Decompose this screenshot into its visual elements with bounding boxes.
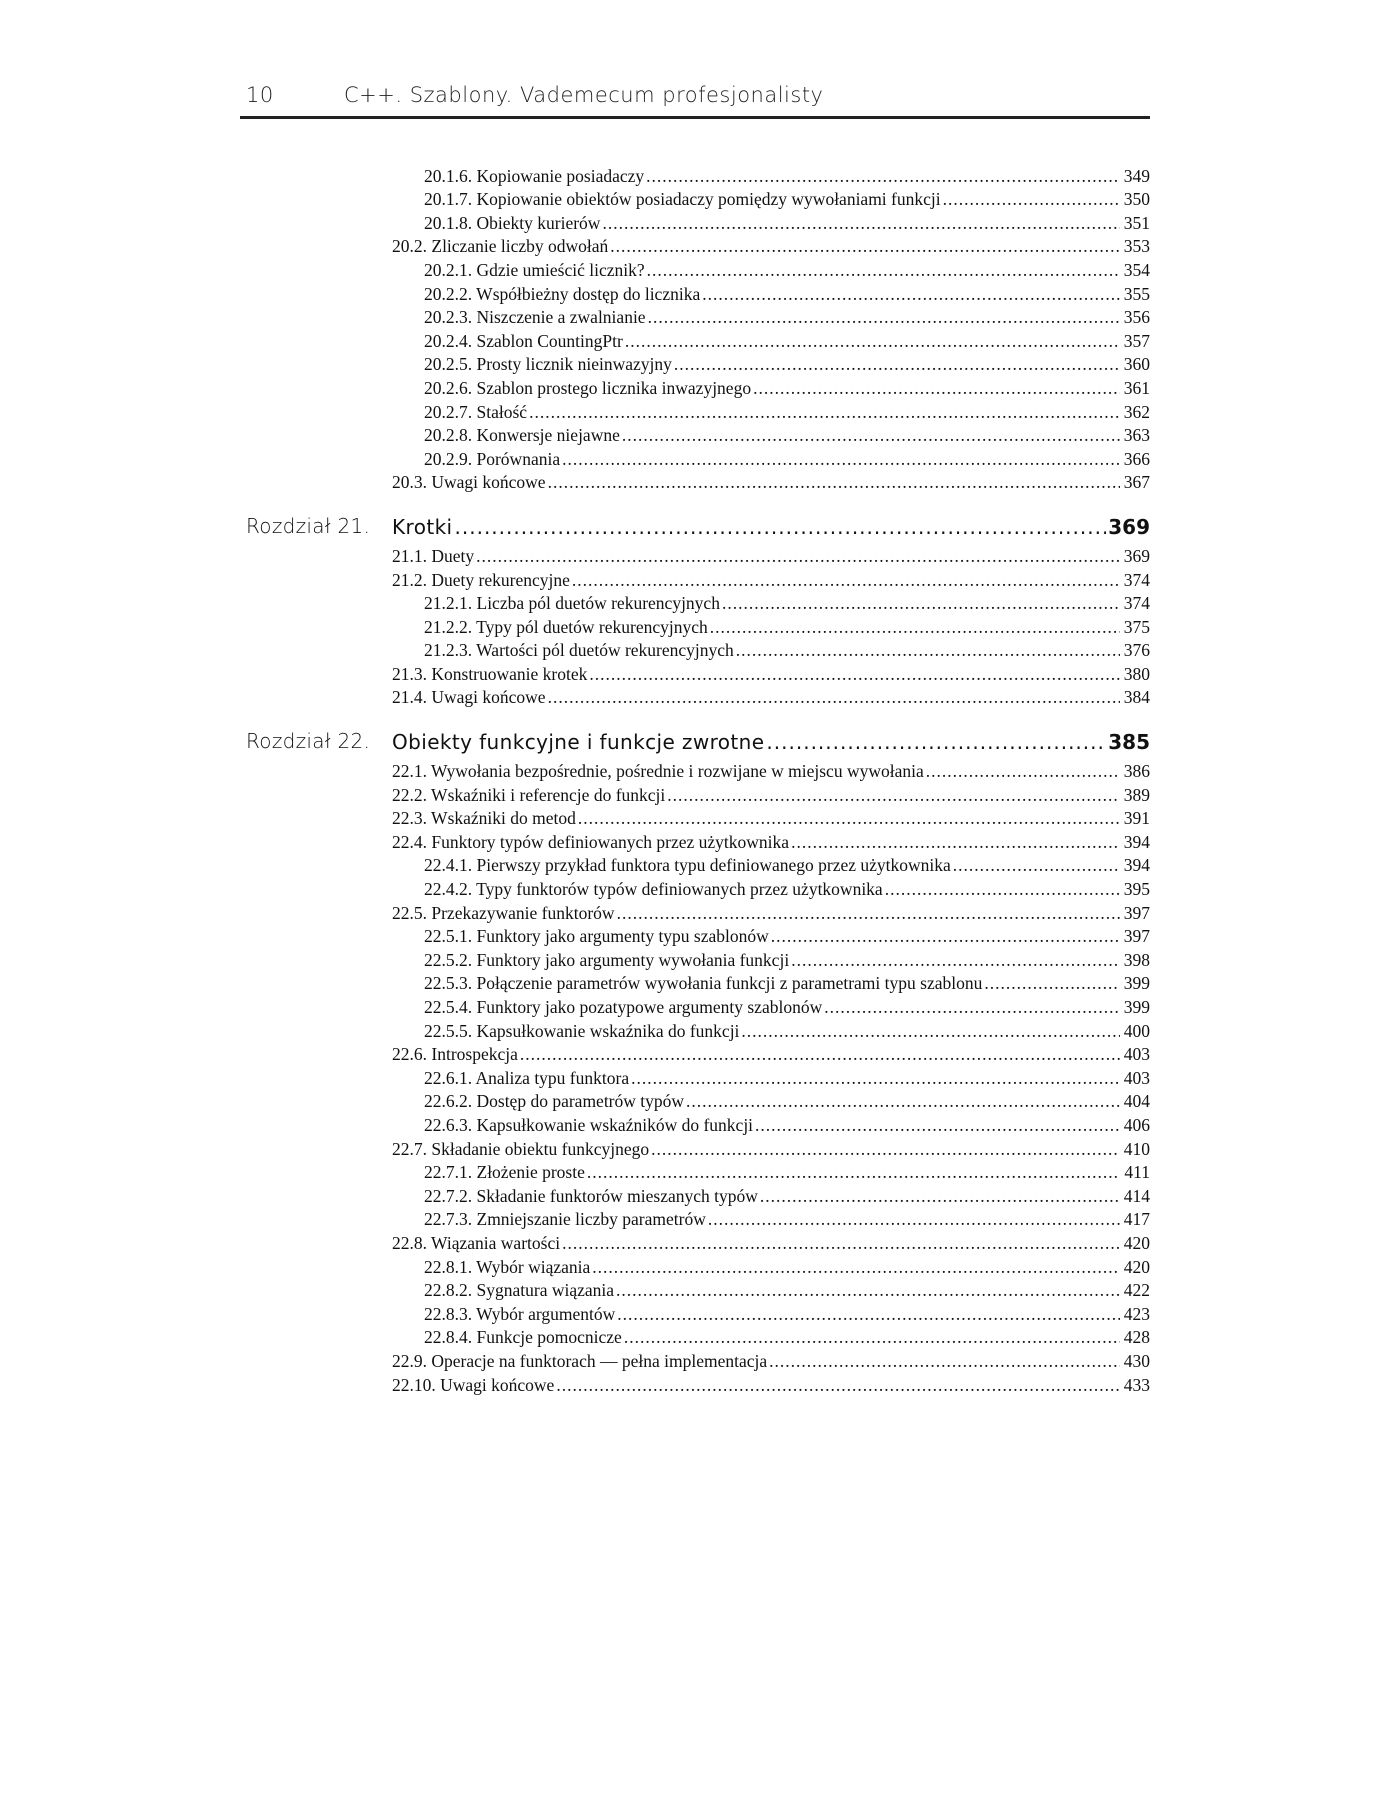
toc-entry-title: 21.2.2. Typy pól duetów rekurencyjnych [424,616,708,637]
page-header [240,80,1150,119]
toc-entry-page: 399 [1123,973,1150,994]
toc-entry-page: 374 [1123,593,1150,614]
toc-subsection-row [240,1324,1150,1348]
dot-leader [624,1327,1120,1347]
toc-subsection-row [240,637,1150,661]
toc-entry-title: 20.3. Uwagi końcowe [392,472,546,493]
toc-section-row [240,1347,1150,1371]
toc-entry-page: 410 [1123,1138,1150,1159]
dot-leader [984,973,1119,993]
dot-leader [710,617,1120,637]
toc-entry-title: 22.5.2. Funktory jako argumenty wywołania funkcji [424,949,790,970]
toc-subsection-row [240,256,1150,280]
toc-entry-title: 22.8. Wiązania wartości [392,1232,561,1253]
toc-subsection-row [240,613,1150,637]
dot-leader [741,1021,1119,1041]
toc-entry-page: 400 [1123,1020,1150,1041]
toc-subsection-row [240,398,1150,422]
dot-leader [520,1044,1120,1064]
toc-entry-page: 397 [1123,902,1150,923]
toc-entry-title: 20.2.3. Niszczenie a zwalnianie [424,307,646,328]
dot-leader [674,354,1120,374]
toc-section-row [240,1041,1150,1065]
dot-leader [578,808,1120,828]
dot-leader [625,331,1120,351]
chapter-heading [240,506,1150,542]
toc-entry-title: 20.2.8. Konwersje niejawne [424,425,620,446]
dot-leader [769,1351,1120,1371]
dot-leader [926,761,1120,781]
dot-leader [953,855,1120,875]
toc-entry-page: 351 [1123,212,1150,233]
chapter-label: Rozdział 21. [246,514,371,539]
dot-leader [771,926,1120,946]
toc-entry-title: 20.2. Zliczanie liczby odwołań [392,236,609,257]
dot-leader [667,785,1119,805]
dot-leader [753,378,1120,398]
toc-subsection-row [240,875,1150,899]
toc-chapter [240,506,1150,707]
toc-entry-page: 394 [1123,831,1150,852]
dot-leader [562,449,1120,469]
dot-leader [592,1257,1119,1277]
toc-entry-page: 360 [1123,354,1150,375]
toc-entry-page: 386 [1123,761,1150,782]
toc-entry-title: 22.1. Wywołania bezpośrednie, pośrednie i rozwijane w miejscu wywołania [392,761,924,782]
toc-subsection-row [240,1206,1150,1230]
dot-leader [943,189,1120,209]
dot-leader [791,832,1120,852]
dot-leader [755,1115,1120,1135]
toc-entry-page: 354 [1123,259,1150,280]
toc-entry-title: 21.4. Uwagi końcowe [392,687,546,708]
toc-entry-title: 22.6.1. Analiza typu funktora [424,1067,630,1088]
toc-section-row [240,1371,1150,1395]
toc-entry-page: 394 [1123,855,1150,876]
toc-entry-title: 21.2. Duety rekurencyjne [392,569,570,590]
toc-entry-page: 428 [1123,1327,1150,1348]
toc-entry-page: 403 [1123,1067,1150,1088]
toc-subsection-row [240,162,1150,186]
toc-subsection-row [240,445,1150,469]
toc-entry-title: 22.6. Introspekcja [392,1044,518,1065]
running-title: C++. Szablony. Vademecum profesjonalisty [344,83,824,107]
dot-leader [548,687,1120,707]
toc-entry-title: 22.7. Składanie obiektu funkcyjnego [392,1138,650,1159]
toc-subsection-row [240,1253,1150,1277]
toc-subsection-row [240,422,1150,446]
toc-entry-page: 356 [1123,307,1150,328]
toc-section-row [240,233,1150,257]
toc-entry-page: 369 [1123,545,1150,566]
toc-entry-title: 20.2.4. Szablon CountingPtr [424,330,623,351]
toc-entry-page: 367 [1123,472,1150,493]
toc-entry-title: 21.1. Duety [392,545,475,566]
toc-entry-title: 22.7.2. Składanie funktorów mieszanych typów [424,1185,758,1206]
toc-section-row [240,781,1150,805]
dot-leader [766,730,1106,754]
dot-leader [610,236,1120,256]
toc-entry-title: 22.8.3. Wybór argumentów [424,1303,616,1324]
toc-subsection-row [240,1088,1150,1112]
toc-entry-title: 20.2.6. Szablon prostego licznika inwazyjnego [424,377,752,398]
dot-leader [648,307,1120,327]
toc-subsection-row [240,852,1150,876]
toc-subsection-row [240,1111,1150,1135]
dot-leader [885,879,1120,899]
dot-leader [572,570,1120,590]
toc-entry-title: 22.4.2. Typy funktorów typów definiowanych przez użytkownika [424,879,883,900]
chapter-title: Krotki [392,515,453,540]
toc-section-row [240,1229,1150,1253]
toc-subsection-row [240,186,1150,210]
toc-subsection-row [240,590,1150,614]
dot-leader [686,1091,1120,1111]
dot-leader [617,903,1120,923]
toc-entry-page: 395 [1123,879,1150,900]
toc-entry-title: 22.8.4. Funkcje pomocnicze [424,1327,622,1348]
toc-subsection-row [240,1277,1150,1301]
toc-entry-title: 22.2. Wskaźniki i referencje do funkcji [392,784,666,805]
toc-subsection-row [240,946,1150,970]
toc-entry-page: 423 [1123,1303,1150,1324]
toc-entry-page: 422 [1123,1280,1150,1301]
toc-entry-title: 20.2.2. Współbieżny dostęp do licznika [424,283,701,304]
dot-leader [602,213,1119,233]
toc-subsection-row [240,209,1150,233]
toc-subsection-row [240,351,1150,375]
toc-entry-page: 404 [1123,1091,1150,1112]
dot-leader [617,1304,1119,1324]
chapter-heading [240,721,1150,757]
toc-entry-title: 22.8.1. Wybór wiązania [424,1256,591,1277]
dot-leader [455,515,1107,539]
toc-subsection-row [240,1182,1150,1206]
toc-chapter [240,162,1150,492]
toc-entry-page: 361 [1123,377,1150,398]
toc-entry-title: 20.2.1. Gdzie umieścić licznik? [424,259,645,280]
chapter-page-number: 385 [1108,730,1150,755]
dot-leader [760,1186,1120,1206]
toc-section-row [240,684,1150,708]
dot-leader [736,640,1120,660]
toc-entry-title: 20.2.9. Porównania [424,448,561,469]
toc-entry-title: 20.1.8. Obiekty kurierów [424,212,601,233]
dot-leader [529,402,1120,422]
toc-entry-page: 389 [1123,784,1150,805]
toc-subsection-row [240,374,1150,398]
toc-entry-page: 374 [1123,569,1150,590]
toc-chapter [240,721,1150,1394]
toc-entry-page: 357 [1123,330,1150,351]
toc-entry-title: 21.2.1. Liczba pól duetów rekurencyjnych [424,593,720,614]
toc-entry-page: 376 [1123,640,1150,661]
toc-entry-title: 22.7.1. Złożenie proste [424,1162,585,1183]
toc-entry-page: 397 [1123,926,1150,947]
toc-subsection-row [240,304,1150,328]
toc-section-row [240,805,1150,829]
toc-subsection-row [240,970,1150,994]
toc-entry-page: 411 [1124,1162,1150,1183]
toc-entry-title: 22.5.3. Połączenie parametrów wywołania funkcji z parametrami typu szablonu [424,973,983,994]
dot-leader [646,166,1120,186]
dot-leader [562,1233,1120,1253]
toc-entry-page: 353 [1123,236,1150,257]
toc-section-row [240,899,1150,923]
toc-section-row [240,828,1150,852]
dot-leader [824,997,1120,1017]
dot-leader [548,472,1120,492]
toc-entry-page: 414 [1123,1185,1150,1206]
toc-section-row [240,757,1150,781]
toc-section-row [240,469,1150,493]
toc-subsection-row [240,993,1150,1017]
toc-entry-page: 391 [1123,808,1150,829]
toc-entry-page: 384 [1123,687,1150,708]
toc-entry-title: 22.10. Uwagi końcowe [392,1374,555,1395]
toc-entry-title: 20.1.7. Kopiowanie obiektów posiadaczy pomiędzy wywołaniami funkcji [424,189,941,210]
toc-entry-page: 430 [1123,1350,1150,1371]
toc-entry-page: 403 [1123,1044,1150,1065]
toc-entry-title: 22.5.4. Funktory jako pozatypowe argumenty szablonów [424,997,823,1017]
toc-entry-page: 380 [1123,663,1150,684]
toc-entry-page: 349 [1123,165,1150,186]
dot-leader [589,664,1119,684]
toc-entry-page: 355 [1123,283,1150,304]
dot-leader [587,1162,1121,1182]
toc-section-row [240,566,1150,590]
toc-subsection-row [240,923,1150,947]
toc-entry-title: 21.2.3. Wartości pól duetów rekurencyjnych [424,640,734,661]
dot-leader [631,1068,1120,1088]
dot-leader [722,593,1120,613]
toc-entry-page: 363 [1123,425,1150,446]
toc-entry-title: 22.5.1. Funktory jako argumenty typu szablonów [424,926,769,947]
dot-leader [651,1139,1120,1159]
toc-entry-page: 420 [1123,1256,1150,1277]
toc-entry-title: 20.1.6. Kopiowanie posiadaczy [424,165,645,186]
chapter-label: Rozdział 22. [246,729,371,754]
toc-entry-page: 375 [1123,616,1150,637]
toc-entry-title: 22.5.5. Kapsułkowanie wskaźnika do funkcji [424,1020,740,1041]
toc-entry-page: 420 [1123,1232,1150,1253]
toc-entry-title: 22.4. Funktory typów definiowanych przez użytkownika [392,831,790,852]
dot-leader [708,1209,1120,1229]
dot-leader [616,1280,1120,1300]
toc-entry-title: 22.3. Wskaźniki do metod [392,808,576,829]
toc-entry-title: 22.6.2. Dostęp do parametrów typów [424,1091,685,1112]
toc-entry-page: 362 [1123,401,1150,422]
dot-leader [702,284,1120,304]
toc-entry-page: 417 [1123,1209,1150,1230]
toc-section-row [240,1135,1150,1159]
toc-entry-page: 398 [1123,949,1150,970]
toc-entry-title: 22.4.1. Pierwszy przykład funktora typu definiowanego przez użytkownika [424,855,951,876]
chapter-page-number: 369 [1108,515,1150,540]
table-of-contents [240,162,1150,1395]
toc-subsection-row [240,327,1150,351]
toc-subsection-row [240,1300,1150,1324]
toc-subsection-row [240,1064,1150,1088]
chapter-title: Obiekty funkcyjne i funkcje zwrotne [392,730,765,755]
toc-entry-title: 20.2.7. Stałość [424,401,528,422]
toc-subsection-row [240,1017,1150,1041]
dot-leader [622,425,1120,445]
toc-entry-page: 350 [1123,189,1150,210]
toc-entry-title: 20.2.5. Prosty licznik nieinwazyjny [424,354,672,375]
toc-entry-page: 366 [1123,448,1150,469]
toc-entry-title: 22.6.3. Kapsułkowanie wskaźników do funkcji [424,1114,754,1135]
toc-entry-title: 21.3. Konstruowanie krotek [392,663,588,684]
toc-entry-title: 22.7.3. Zmniejszanie liczby parametrów [424,1209,706,1230]
dot-leader [647,260,1120,280]
toc-entry-title: 22.5. Przekazywanie funktorów [392,902,615,923]
toc-section-row [240,660,1150,684]
toc-subsection-row [240,1159,1150,1183]
dot-leader [791,950,1120,970]
toc-entry-page: 433 [1123,1374,1150,1395]
page-number: 10 [246,83,274,107]
toc-entry-title: 22.9. Operacje na funktorach — pełna implementacja [392,1350,768,1371]
toc-entry-page: 399 [1123,997,1150,1017]
toc-subsection-row [240,280,1150,304]
dot-leader [476,546,1120,566]
dot-leader [556,1375,1119,1395]
toc-entry-page: 406 [1123,1114,1150,1135]
toc-section-row [240,542,1150,566]
toc-entry-title: 22.8.2. Sygnatura wiązania [424,1280,615,1301]
